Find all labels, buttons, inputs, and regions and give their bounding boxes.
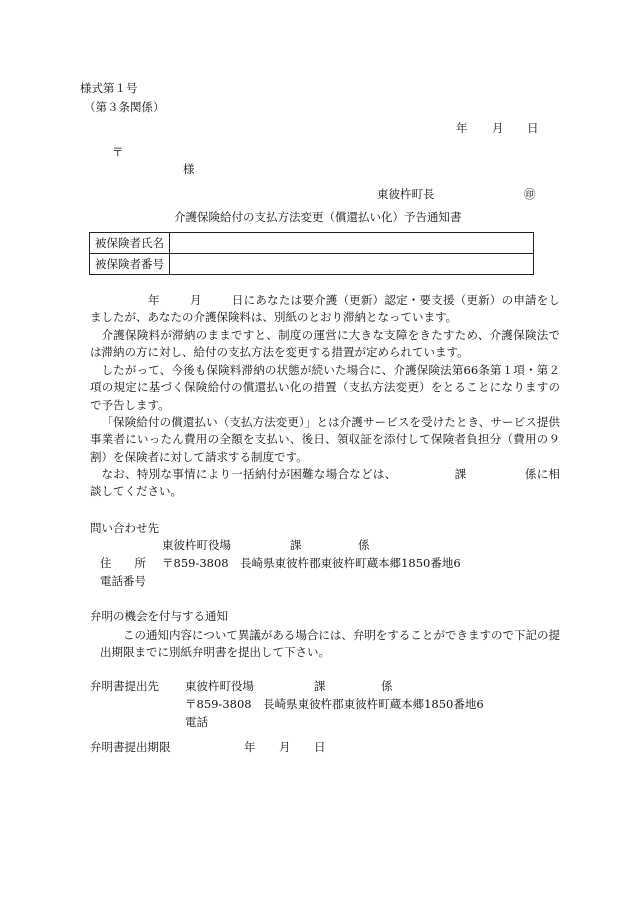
- p1-month: 月: [189, 293, 202, 307]
- deadline-label: 弁明書提出期限: [90, 740, 171, 754]
- contact-address-label: 住 所: [100, 556, 146, 570]
- form-number: 様式第１号: [80, 81, 138, 95]
- body-paragraph-5: [90, 466, 560, 501]
- table-row: [90, 233, 534, 254]
- body-paragraph-4: 「保険給付の償還払い（支払方法変更）」とは介護サービスを受けたとき、サービス提供事業者にいったん費用の全額を支払い、後日、領収証を添付して保険者負担分（費用の９割）を保険者に対して請求する制度です。: [90, 415, 560, 464]
- hearing-text: この通知内容について異議がある場合には、弁明をすることができますので下記の提出期限までに別紙弁明書を提出して下さい。: [100, 628, 560, 660]
- hearing-heading: 弁明の機会を付与する通知: [90, 609, 228, 623]
- insured-number-label: 被保険者番号: [90, 254, 170, 275]
- p1-year: 年: [148, 293, 160, 307]
- body-paragraph-2: 介護保険料が滞納のままですと、制度の運営に大きな支障をきたすため、介護保険法では滞納の方に対し、給付の支払方法を変更する措置が定められています。: [90, 328, 560, 360]
- submission-kakari: 係: [381, 679, 393, 693]
- submission-office: 東彼杵町役場: [185, 679, 254, 693]
- submission-address: 〒859-3808 長崎県東彼杵郡東彼杵町蔵本郷1850番地6: [185, 697, 484, 711]
- p5-text-b: 係に相談してください。: [90, 467, 561, 499]
- deadline-month: 月: [279, 740, 291, 754]
- date-day: 日: [527, 121, 539, 135]
- submission-ka: 課: [314, 679, 326, 693]
- contact-office: 東彼杵町役場: [162, 538, 231, 552]
- insured-info-table: [89, 232, 534, 275]
- recipient-honorific: 様: [183, 162, 195, 176]
- submission-dest-label: 弁明書提出先: [90, 679, 159, 693]
- p5-ka: 課: [454, 467, 467, 481]
- table-row: [90, 254, 534, 275]
- insured-name-value: [170, 233, 534, 254]
- insured-name-label: 被保険者氏名: [90, 233, 170, 254]
- contact-heading: 問い合わせ先: [90, 521, 159, 535]
- body-paragraph-1: [90, 292, 560, 327]
- postal-mark: 〒: [112, 145, 124, 159]
- issuer-name: 東彼杵町長: [377, 187, 435, 201]
- contact-address: 〒859-3808 長崎県東彼杵郡東彼杵町蔵本郷1850番地6: [162, 556, 461, 570]
- body-paragraph-3: したがって、今後も保険料滞納の状態が続いた場合に、介護保険法第66条第１項・第２項の規定に基づく保険給付の償還払い化の措置（支払方法変更）をとることになりますので予告します。: [90, 363, 560, 412]
- article-reference: （第３条関係）: [84, 100, 165, 114]
- p5-text-a: なお、特別な事情により一括納付が困難な場合などは、: [101, 467, 397, 481]
- deadline-day: 日: [314, 740, 326, 754]
- date-year: 年: [456, 121, 468, 135]
- submission-phone-label: 電話: [185, 715, 208, 729]
- document-title: 介護保険給付の支払方法変更（償還払い化）予告通知書: [174, 210, 462, 224]
- insured-number-value: [170, 254, 534, 275]
- contact-phone-label: 電話番号: [100, 574, 146, 588]
- deadline-year: 年: [244, 740, 256, 754]
- contact-ka: 課: [290, 538, 302, 552]
- p1-text: 日にあなたは要介護（更新）認定・要支援（更新）の申請をしましたが、あなたの介護保険料は、別紙のとおり滞納となっています。: [90, 293, 561, 325]
- seal-mark: ㊞: [524, 187, 536, 201]
- date-month: 月: [492, 121, 504, 135]
- contact-kakari: 係: [358, 538, 370, 552]
